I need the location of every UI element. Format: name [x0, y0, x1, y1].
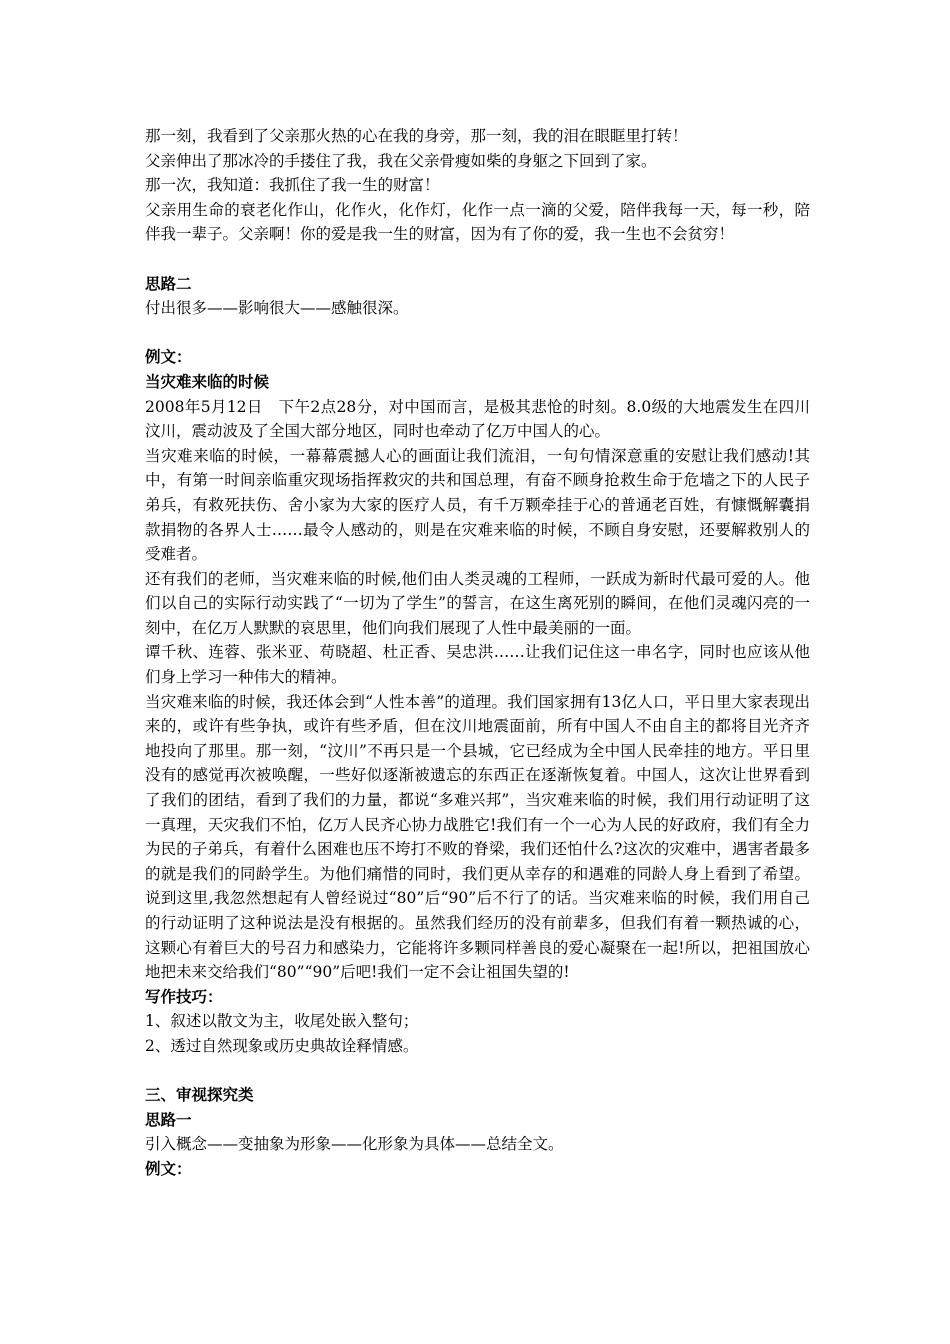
- skills-label: 写作技巧：: [145, 987, 223, 1006]
- paragraph: 那一次，我知道：我抓住了我一生的财富！: [145, 176, 440, 195]
- spacer: [145, 1059, 810, 1084]
- section-heading: 思路二: [145, 274, 192, 293]
- spacer: [145, 247, 810, 272]
- paragraph: 父亲伸出了那冰冷的手搂住了我，我在父亲骨瘦如柴的身躯之下回到了家。: [145, 151, 657, 170]
- paragraph: 父亲用生命的衰老化作山，化作火，化作灯，化作一点一滴的父爱，陪伴我每一天，每一秒，陪伴我一辈子。父亲啊！你的爱是我一生的财富，因为有了你的爱，我一生也不会贫穷！: [145, 200, 810, 244]
- essay-paragraph: 当灾难来临的时候，我还体会到“人性本善”的道理。我们国家拥有13亿人口，平日里大家表现出来的，或许有些争执，或许有些矛盾，但在汶川地震面前，所有中国人不由自主的都将目光齐齐地投向了那里。那一刻，“汶川”不再只是一个县城，它已经成为全中国人民牵挂的地方。平日里没有的感觉再次被唤醒，一些好似逐渐被遗忘的东西正在逐渐恢复着。中国人，这次让世界看到了我们的团结，看到了我们的力量，都说“多难兴邦”，当灾难来临的时候，我们用行动证明了这一真理，天灾我们不怕，亿万人民齐心协力战胜它!我们有一个一心为人民的好政府，我们有全力为民的子弟兵，有着什么困难也压不垮打不败的脊梁，我们还怕什么?这次的灾难中，遇害者最多的就是我们的同龄学生。为他们痛惜的同时，我们更从幸存的和遇难的同龄人身上看到了希望。说到这里,我忽然想起有人曾经说过“80”后“90”后不行了的话。当灾难来临的时候，我们用自己的行动证明了这种说法是没有根据的。虽然我们经历的没有前辈多，但我们有着一颗热诚的心，这颗心有着巨大的号召力和感染力，它能将许多颗同样善良的爱心凝聚在一起!所以，把祖国放心地把未来交给我们“80”“90”后吧!我们一定不会让祖国失望的!: [145, 692, 810, 982]
- example-label: 例文：: [145, 348, 192, 367]
- essay-paragraph: 谭千秋、连蓉、张米亚、苟晓超、杜正香、吴忠洪……让我们记住这一串名字，同时也应该从他们身上学习一种伟大的精神。: [145, 643, 810, 687]
- section-heading: 思路一: [145, 1110, 192, 1129]
- section-title: 三、审视探究类: [145, 1086, 254, 1105]
- skill-item: 1、叙述以散文为主，收尾处嵌入整句；: [145, 1012, 419, 1031]
- essay-paragraph: 当灾难来临的时候，一幕幕震撼人心的画面让我们流泪，一句句情深意重的安慰让我们感动!其中，有第一时间亲临重灾现场指挥救灾的共和国总理，有奋不顾身抢救生命于危墙之下的人民子弟兵，有救死扶伤、舍小家为大家的医疗人员，有千万颗牵挂于心的普通老百姓，有慷慨解囊捐款捐物的各界人士……最令人感动的，则是在灾难来临的时候，不顾自身安慰，还要解救别人的受难者。: [145, 446, 810, 564]
- essay-paragraph: 2008年5月12日 下午2点28分，对中国而言，是极其悲怆的时刻。8.0级的大地震发生在四川汶川，震动波及了全国大部分地区，同时也牵动了亿万中国人的心。: [145, 397, 810, 441]
- document-page: [145, 124, 810, 1182]
- outline-text: 引入概念——变抽象为形象——化形象为具体——总结全文。: [145, 1135, 564, 1154]
- spacer: [145, 321, 810, 346]
- essay-title: 当灾难来临的时候: [145, 372, 270, 391]
- example-label: 例文：: [145, 1159, 192, 1178]
- outline-text: 付出很多——影响很大——感触很深。: [145, 299, 409, 318]
- skill-item: 2、透过自然现象或历史典故诠释情感。: [145, 1036, 419, 1055]
- paragraph: 那一刻，我看到了父亲那火热的心在我的身旁，那一刻，我的泪在眼眶里打转！: [145, 127, 688, 145]
- essay-paragraph: 还有我们的老师，当灾难来临的时候,他们由人类灵魂的工程师，一跃成为新时代最可爱的人。他们以自己的实际行动实践了“一切为了学生”的誓言，在这生离死别的瞬间，在他们灵魂闪亮的一刻中，在亿万人默默的哀思里，他们向我们展现了人性中最美丽的一面。: [145, 569, 810, 637]
